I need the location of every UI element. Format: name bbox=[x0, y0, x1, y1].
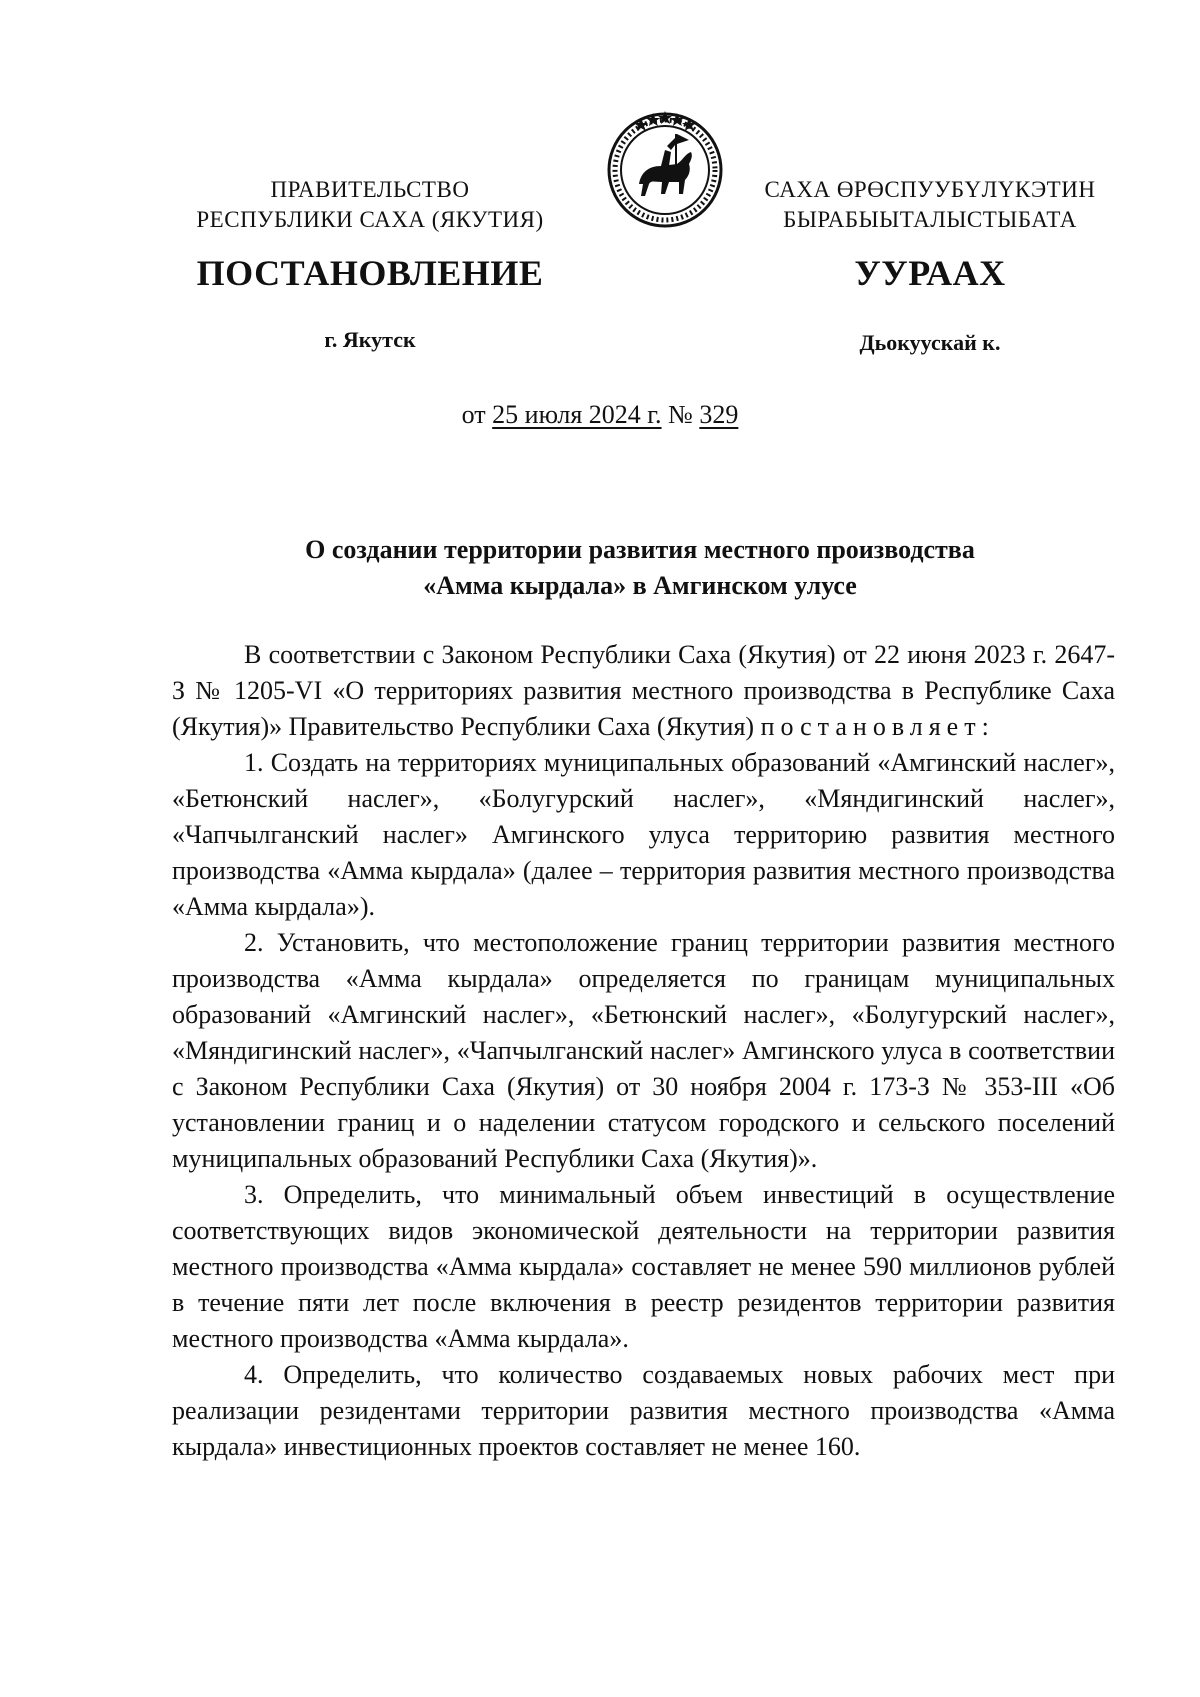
item-2-paragraph: 2. Установить, что местоположение границ территории развития местного производства «Амма кырдала» определяется по границам муниципальных образований «Амгинский наслег», «Бетюнский наслег», «Болугурский наслег», «Мяндигинский наслег», «Чапчылганский наслег» Амгинского улуса в соответствии с Законом Республики Саха (Якутия) от 30 ноября 2004 г. 173-З № 353-III «Об установлении границ и о наделении статусом городского и сельского поселений муниципальных образований Республики Саха (Якутия)». bbox=[172, 928, 1115, 1173]
coat-of-arms-emblem bbox=[605, 110, 725, 230]
org-left-line1: ПРАВИТЕЛЬСТВО bbox=[270, 177, 470, 202]
document-number: 329 bbox=[699, 400, 739, 429]
city-russian: г. Якутск bbox=[324, 327, 416, 352]
item-1-paragraph: 1. Создать на территориях муниципальных образований «Амгинский наслег», «Бетюнский наслег», «Болугурский наслег», «Мяндигинский наслег», «Чапчылганский наслег» Амгинского улуса территорию развития местного производства «Амма кырдала» (далее – территория развития местного производства «Амма кырдала»). bbox=[172, 748, 1115, 921]
title-line2: «Амма кырдала» в Амгинском улусе bbox=[423, 571, 857, 600]
resolves-word: постановляет: bbox=[760, 712, 995, 741]
government-name-yakut bbox=[740, 175, 1120, 235]
org-left-line2: РЕСПУБЛИКИ САХА (ЯКУТИЯ) bbox=[196, 207, 544, 232]
doc-type-yakut: УУРААХ bbox=[854, 253, 1006, 293]
document-body bbox=[172, 637, 1115, 1465]
date-number-line bbox=[0, 400, 1200, 430]
preamble-text: В соответствии с Законом Республики Саха (Якутия) от 22 июня 2023 г. 2647-З № 1205-VI «О территориях развития местного производства в Республике Саха (Якутия)» Правительство Республики Саха (Якутия) bbox=[172, 640, 1115, 741]
title-line1: О создании территории развития местного производства bbox=[305, 535, 975, 564]
item-4-paragraph: 4. Определить, что количество создаваемых новых рабочих мест при реализации резидентами территории развития местного производства «Амма кырдала» инвестиционных проектов составляет не менее 160. bbox=[172, 1360, 1115, 1461]
org-right-line1: САХА ӨРӨСПУУБҮЛҮКЭТИН bbox=[764, 177, 1096, 202]
preamble-paragraph bbox=[172, 637, 1115, 745]
number-label: № bbox=[668, 400, 693, 429]
government-name-russian bbox=[160, 175, 580, 235]
doc-type-russian: ПОСТАНОВЛЕНИЕ bbox=[196, 253, 544, 293]
item-3-paragraph: 3. Определить, что минимальный объем инвестиций в осуществление соответствующих видов экономической деятельности на территории развития местного производства «Амма кырдала» составляет не менее 590 миллионов рублей в течение пяти лет после включения в реестр резидентов территории развития местного производства «Амма кырдала». bbox=[172, 1180, 1115, 1353]
document-title bbox=[170, 532, 1110, 604]
city-yakut: Дьокуускай к. bbox=[859, 330, 1001, 355]
document-date: 25 июля 2024 г. bbox=[492, 400, 662, 429]
date-prefix: от bbox=[461, 400, 486, 429]
coat-of-arms-sakha-icon bbox=[605, 110, 725, 230]
org-right-line2: БЫРАБЫЫТАЛЫСТЫБАТА bbox=[783, 207, 1077, 232]
